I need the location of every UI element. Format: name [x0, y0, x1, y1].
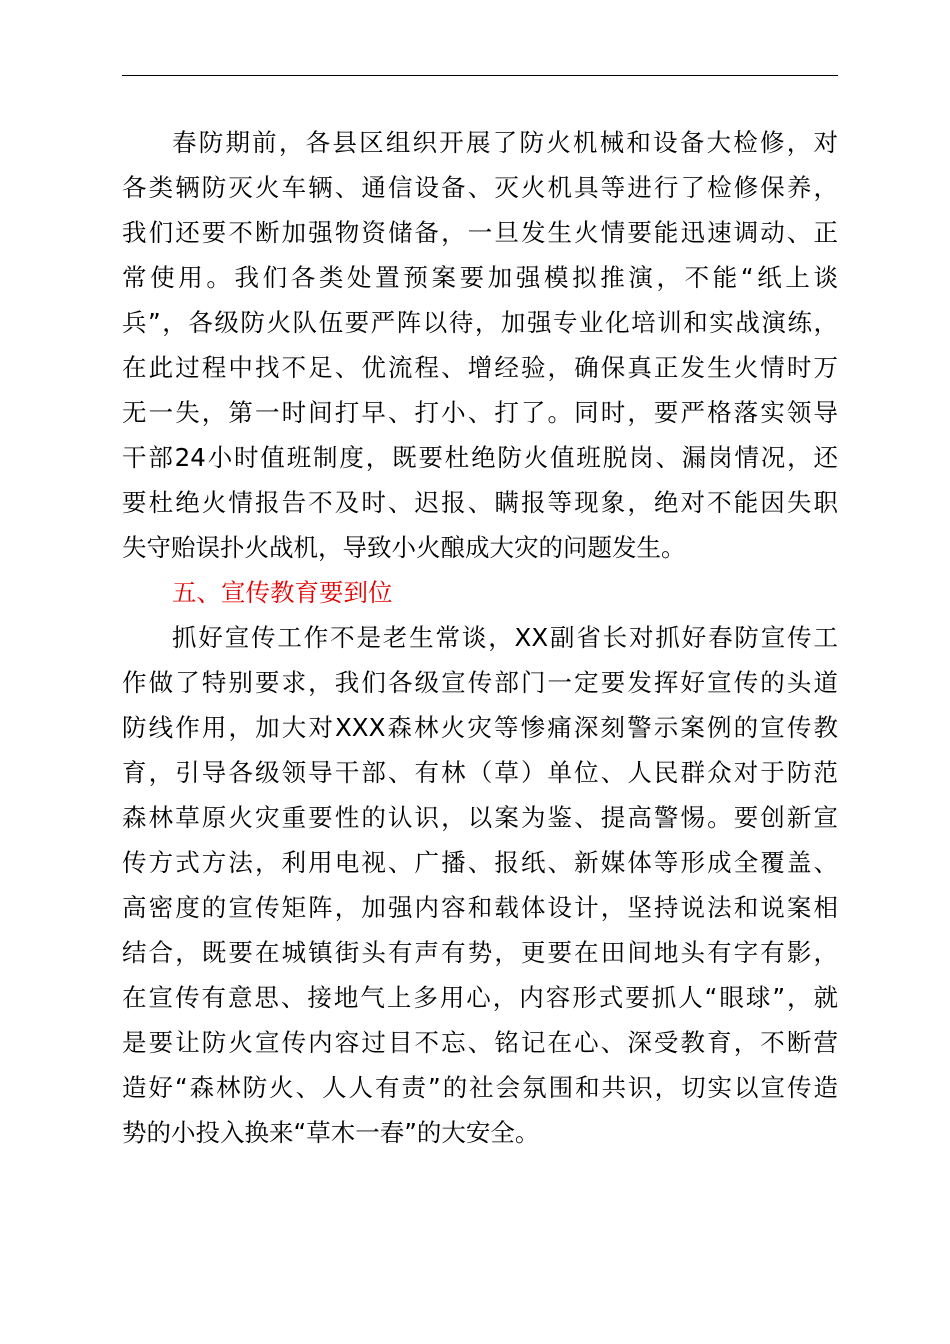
- paragraph-line: 干部24小时值班制度，既要杜绝防火值班脱岗、漏岗情况，还: [122, 443, 838, 472]
- paragraph-line: 兵”，各级防火队伍要严阵以待，加强专业化培训和实战演练，: [122, 308, 838, 337]
- paragraph-line: 各类辆防灭火车辆、通信设备、灭火机具等进行了检修保养，: [122, 173, 838, 202]
- paragraph-line: 育，引导各级领导干部、有林（草）单位、人民群众对于防范: [122, 758, 838, 787]
- paragraph-line: 无一失，第一时间打早、打小、打了。同时，要严格落实领导: [122, 398, 838, 427]
- paragraph-line: 势的小投入换来“草木一春”的大安全。: [122, 1118, 540, 1147]
- paragraph-line: 高密度的宣传矩阵，加强内容和载体设计，坚持说法和说案相: [122, 893, 838, 922]
- paragraph-line: 我们还要不断加强物资储备，一旦发生火情要能迅速调动、正: [122, 218, 838, 247]
- paragraph-line: 作做了特别要求，我们各级宣传部门一定要发挥好宣传的头道: [122, 668, 838, 697]
- paragraph-line: 是要让防火宣传内容过目不忘、铭记在心、深受教育，不断营: [122, 1028, 838, 1057]
- paragraph-line: 春防期前，各县区组织开展了防火机械和设备大检修，对: [172, 128, 838, 157]
- paragraph-2: [122, 615, 838, 1155]
- paragraph-line: 在此过程中找不足、优流程、增经验，确保真正发生火情时万: [122, 353, 838, 382]
- paragraph-line: 传方式方法，利用电视、广播、报纸、新媒体等形成全覆盖、: [122, 848, 838, 877]
- paragraph-line: 失守贻误扑火战机，导致小火酿成大灾的问题发生。: [122, 533, 686, 562]
- section-heading: 五、宣传教育要到位: [172, 578, 393, 607]
- paragraph-line: 防线作用，加大对XXX森林火灾等惨痛深刻警示案例的宣传教: [122, 713, 838, 742]
- document-body: [122, 120, 838, 1155]
- paragraph-line: 造好“森林防火、人人有责”的社会氛围和共识，切实以宣传造: [122, 1073, 838, 1102]
- header-rule: [122, 75, 838, 76]
- paragraph-line: 抓好宣传工作不是老生常谈，XX副省长对抓好春防宣传工: [172, 623, 838, 652]
- paragraph-line: 要杜绝火情报告不及时、迟报、瞒报等现象，绝对不能因失职: [122, 488, 838, 517]
- paragraph-line: 森林草原火灾重要性的认识，以案为鉴、提高警惕。要创新宣: [122, 803, 838, 832]
- paragraph-line: 在宣传有意思、接地气上多用心，内容形式要抓人“眼球”，就: [122, 983, 838, 1012]
- paragraph-1: [122, 120, 838, 570]
- paragraph-line: 结合，既要在城镇街头有声有势，更要在田间地头有字有影，: [122, 938, 838, 967]
- paragraph-line: 常使用。我们各类处置预案要加强模拟推演，不能“纸上谈: [122, 263, 838, 292]
